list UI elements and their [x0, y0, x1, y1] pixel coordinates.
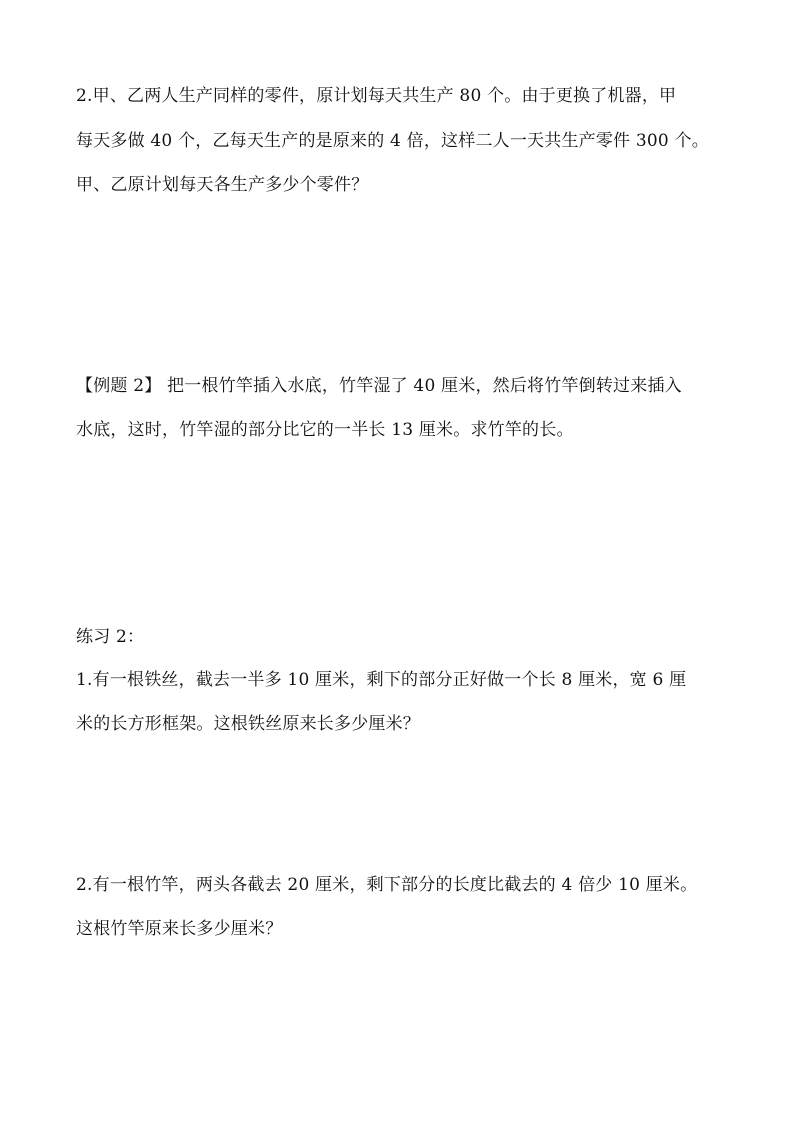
practice-2-q1-line-2: 米的长方形框架。这根铁丝原来长多少厘米？ — [76, 714, 420, 734]
example-2-line-1: 【例题 2】 把一根竹竿插入水底，竹竿湿了 40 厘米，然后将竹竿倒转过来插入 — [76, 376, 682, 396]
practice-2-q2-line-2: 这根竹竿原来长多少厘米？ — [76, 919, 283, 939]
practice-2-q2-line-1: 2.有一根竹竿，两头各截去 20 厘米，剩下部分的长度比截去的 4 倍少 10 厘米。 — [76, 875, 698, 895]
problem-2-line-2: 每天多做 40 个，乙每天生产的是原来的 4 倍，这样二人一天共生产零件 300 个。 — [76, 131, 709, 151]
practice-2-q1-line-1: 1.有一根铁丝，截去一半多 10 厘米，剩下的部分正好做一个长 8 厘米，宽 6 厘 — [76, 670, 687, 690]
example-2-line-2: 水底，这时，竹竿湿的部分比它的一半长 13 厘米。求竹竿的长。 — [76, 420, 574, 440]
problem-2-line-3: 甲、乙原计划每天各生产多少个零件？ — [76, 175, 369, 195]
problem-2-line-1: 2.甲、乙两人生产同样的零件，原计划每天共生产 80 个。由于更换了机器，甲 — [76, 86, 677, 106]
practice-2-heading: 练习 2： — [76, 627, 145, 647]
